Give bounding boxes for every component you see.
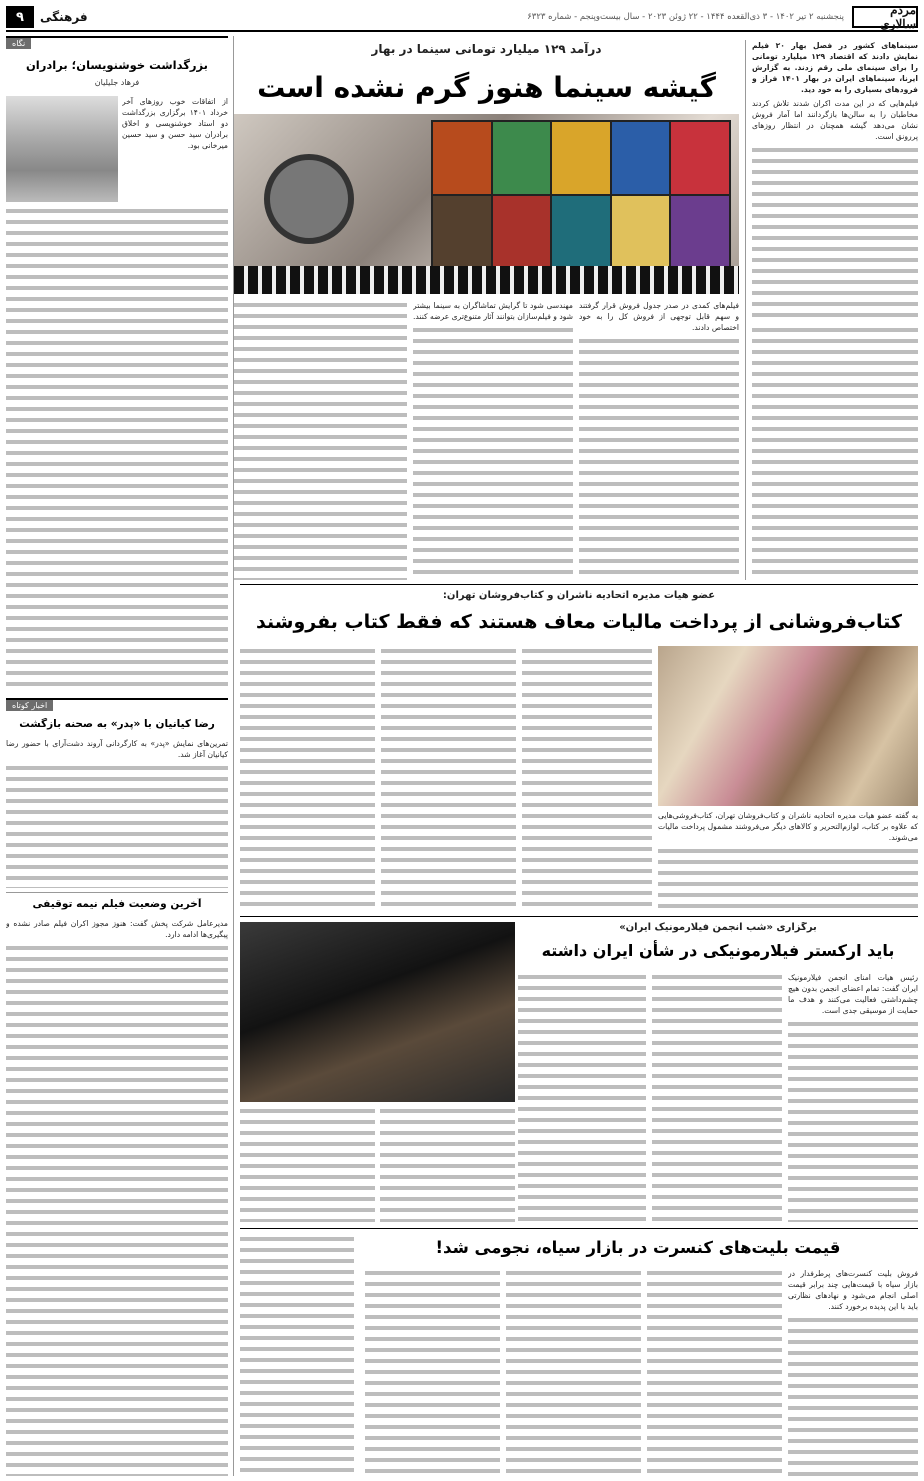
orchestra-headline [518,938,918,966]
books-column-a [658,810,918,910]
orchestra-column-c [518,972,646,1222]
orchestra-column-a [788,972,918,1222]
text-lines [240,1106,375,1222]
books-column-b [522,646,652,910]
tribute-tag-bar [6,36,228,52]
news-tag-bar [6,698,228,714]
film-strip-image [234,266,739,294]
column-rule [233,36,234,1476]
orchestra-headline-text: باید ارکستر فیلارمونیکی در شأن ایران داشته [541,941,895,960]
cinema-column-c [234,300,407,580]
text-lines [658,846,918,910]
tribute-intro [122,96,228,202]
text-lines [522,646,652,910]
books-headline-text: کتاب‌فروشانی از پرداخت مالیات معاف هستند که فقط کتاب بفروشند [256,611,902,633]
tickets-column-e [240,1234,354,1476]
bookstore-photo [658,646,918,806]
text-lines [518,972,646,1222]
cinema-body-right: فیلم‌هایی که در این مدت اکران شدند تلاش کردند مخاطبان را به سالن‌ها بازگردانند اما آمار فروش نشان می‌دهد گیشه همچنان در انتظار روزهای پررونق است. [752,99,918,141]
tickets-column-d [365,1268,500,1476]
tribute-headline-text: بزرگداشت خوشنویسان؛ برادران [25,58,208,72]
orchestra-column-d [240,1106,375,1222]
news-item2-headline-text: آخرین وضعیت فیلم نیمه توقیفی [32,898,202,910]
tribute-tag: نگاه [6,38,31,49]
tribute-byline-text: فرهاد جلیلیان [94,78,140,87]
orchestra-kicker-text: برگزاری «شب انجمن فیلارمونیک ایران» [619,922,817,933]
poster-image [671,196,729,268]
books-column-d [240,646,375,910]
tribute-byline [6,78,228,92]
books-headline [240,606,918,640]
cinema-kicker-text: درآمد ۱۲۹ میلیارد تومانی سینما در بهار [371,42,602,56]
text-lines [579,336,739,580]
books-kicker-text: عضو هیات مدیره اتحادیه ناشران و کتاب‌فروشان تهران: [442,590,716,601]
cinema-kicker [234,42,739,68]
orchestra-column-e [380,1106,515,1222]
poster-image [671,122,729,194]
poster-image [552,122,610,194]
tickets-headline [358,1234,918,1264]
cinema-lead-column [752,40,918,320]
cinema-body-mid: فیلم‌های کمدی در صدر جدول فروش قرار گرفتند و سهم قابل توجهی از فروش کل را به خود اختصاص دادند. [579,301,739,332]
page-number: ۹ [6,6,34,28]
tickets-column-b [647,1268,782,1476]
cinema-body-bottom: مهندسی شود تا گرایش تماشاگران به سینما بیشتر شود و فیلم‌سازان بتوانند آثار متنوع‌تری عرضه کنند. [413,301,573,321]
cinema-headline-text: گیشه سینما هنوز گرم نشده است [257,71,716,104]
column-rule [745,40,746,580]
news-item2-body [6,918,228,1476]
news-item1-headline [6,718,228,736]
text-lines [647,1268,782,1476]
poster-image [552,196,610,268]
text-lines [752,145,918,320]
news-tag: اخبار کوتاه [6,700,53,711]
poster-image [493,196,551,268]
newspaper-logo: مردم سالاری [852,6,918,28]
text-lines [380,1106,515,1222]
poster-image [493,122,551,194]
tickets-headline-text: قیمت بلیت‌های کنسرت در بازار سیاه، نجومی شد! [435,1238,841,1257]
tribute-body-text: از اتفاقات خوب روزهای آخر خرداد ۱۴۰۱ برگزاری بزرگداشت دو استاد خوشنویسی و اخلاق برادران سید حسن و سید حسین میرخانی بود. [122,97,228,150]
text-lines [234,300,407,580]
cinema-film-collage [234,114,739,294]
news-item1-body-text: تمرین‌های نمایش «پدر» به کارگردانی آروند دشت‌آرای با حضور رضا کیانیان آغاز شد. [6,739,228,759]
text-lines [506,1268,641,1476]
separator [240,916,918,917]
tickets-body-text: فروش بلیت کنسرت‌های پرطرفدار در بازار سیاه با قیمت‌هایی چند برابر قیمت اصلی انجام می‌شود و نهادهای نظارتی باید با این پدیده برخورد کنند. [788,1269,918,1311]
tribute-ceremony-photo [6,96,118,202]
poster-image [612,122,670,194]
text-lines [6,943,228,1476]
orchestra-photo [240,922,515,1102]
text-lines [752,325,918,575]
cinema-column-b [413,300,573,580]
text-lines [240,646,375,910]
section-name: فرهنگی [40,10,88,24]
text-lines [6,206,228,692]
books-body-text: به گفته عضو هیات مدیره اتحادیه ناشران و کتاب‌فروشان تهران، کتاب‌فروشی‌هایی که علاوه بر کتاب، لوازم‌التحریر و کالاهای دیگر می‌فروشند مشمول پرداخت مالیات می‌شوند. [658,811,918,842]
orchestra-body-text: رئیس هیات امنای انجمن فیلارمونیک ایران گفت: تمام اعضای انجمن بدون هیچ چشم‌داشتی فعالیت می‌کنند و هدف ما حمایت از موسیقی جدی است. [788,973,918,1015]
orchestra-kicker [518,922,918,938]
cinema-column-a [579,300,739,580]
movie-posters [431,120,731,270]
poster-image [433,122,491,194]
books-column-c [381,646,516,910]
news-item1-body [6,738,228,888]
news-item2-body-text: مدیرعامل شرکت پخش گفت: هنوز مجوز اکران فیلم صادر نشده و پیگیری‌ها ادامه دارد. [6,919,228,939]
tribute-headline [6,56,228,76]
text-lines [788,1315,918,1476]
masthead [6,4,918,32]
text-lines [652,972,782,1222]
poster-image [612,196,670,268]
tickets-column-a [788,1268,918,1476]
separator [240,584,918,585]
poster-image [433,196,491,268]
tickets-column-c [506,1268,641,1476]
text-lines [6,763,228,888]
text-lines [240,1234,354,1476]
tribute-body-column [6,206,228,692]
cinema-headline [234,68,739,110]
text-lines [365,1268,500,1476]
dateline: پنجشنبه ۲ تیر ۱۴۰۲ - ۳ ذی‌القعده ۱۴۴۴ - ۲۲ ژوئن ۲۰۲۳ - سال بیست‌وپنجم - شماره ۶۳۲۳ [527,12,844,22]
cinema-right-column-2 [752,325,918,575]
text-lines [381,646,516,910]
orchestra-column-b [652,972,782,1222]
news-item1-headline-text: رضا کیانیان با «پدر» به صحنه بازگشت [19,718,215,730]
separator [240,1228,918,1229]
cinema-lead-text: سینماهای کشور در فصل بهار ۲۰ فیلم نمایش دادند که اقتصاد ۱۲۹ میلیارد تومانی را برای سینمای ملی رقم زدند. به گزارش ایرنا، سینماهای ایران در بهار ۱۴۰۱ فراز و فرودهای بسیاری را به خود دید. [752,41,918,94]
books-kicker [240,590,918,606]
film-reel-image [264,154,354,244]
separator [6,892,228,893]
text-lines [413,325,573,580]
news-item2-headline [6,898,228,916]
text-lines [788,1019,918,1222]
